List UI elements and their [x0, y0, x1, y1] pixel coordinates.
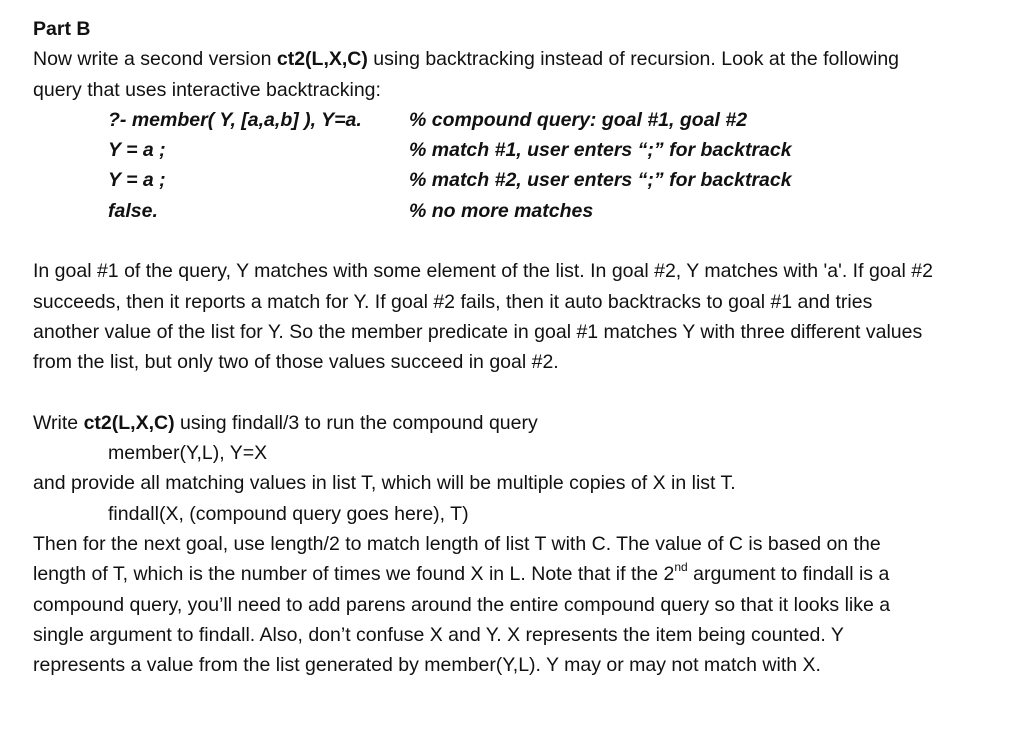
- query-comment: % compound query: goal #1, goal #2: [409, 108, 748, 131]
- query-row: [33, 165, 1018, 195]
- paragraph-line: succeeds, then it reports a match for Y. If goal #2 fails, then it auto backtracks to goal #1 and tries: [33, 290, 873, 313]
- intro-line-2: query that uses interactive backtracking:: [33, 78, 381, 101]
- provide-instruction: and provide all matching values in list T, which will be multiple copies of X in list T.: [33, 472, 736, 495]
- intro-line-1: [33, 44, 1018, 74]
- line-text-pre: length of T, which is the number of times we found X in L. Note that if the 2: [33, 563, 675, 586]
- paragraph-line: In goal #1 of the query, Y matches with some element of the list. In goal #2, Y matches with 'a'. If goal #2: [33, 260, 933, 283]
- query-comment: % match #2, user enters “;” for backtrack: [409, 169, 792, 192]
- line-text-post: argument to findall is a: [687, 563, 890, 586]
- length-paragraph: [33, 529, 1018, 680]
- paragraph-line: Then for the next goal, use length/2 to match length of list T with C. The value of C is based on the: [33, 533, 881, 556]
- paragraph-line: from the list, but only two of those values succeed in goal #2.: [33, 351, 559, 374]
- query-row: [33, 105, 1018, 135]
- query-row: [33, 196, 1018, 226]
- paragraph-line: [33, 559, 1018, 589]
- intro-text-post: using backtracking instead of recursion. Look at the following: [367, 48, 900, 71]
- findall-code: findall(X, (compound query goes here), T): [108, 502, 469, 525]
- section-heading: Part B: [33, 18, 91, 40]
- query-comment: % no more matches: [409, 199, 594, 222]
- predicate-signature: ct2(L,X,C): [276, 48, 368, 71]
- write-text-post: using findall/3 to run the compound query: [174, 411, 538, 434]
- document-body: [33, 14, 1018, 681]
- write-text-pre: Write: [33, 411, 84, 434]
- compound-query-code: member(Y,L), Y=X: [108, 442, 268, 465]
- spacer: [33, 226, 1018, 256]
- spacer: [33, 378, 1018, 408]
- paragraph-line: single argument to findall. Also, don’t confuse X and Y. X represents the item being counted. Y: [33, 623, 844, 646]
- intro-text-pre: Now write a second version: [33, 48, 277, 71]
- query-code: Y = a ;: [108, 139, 166, 162]
- predicate-signature: ct2(L,X,C): [83, 411, 175, 434]
- paragraph-line: represents a value from the list generated by member(Y,L). Y may or may not match with X.: [33, 654, 821, 677]
- ordinal-superscript: nd: [674, 559, 688, 574]
- query-code: false.: [108, 199, 158, 222]
- query-code: Y = a ;: [108, 169, 166, 192]
- query-comment: % match #1, user enters “;” for backtrack: [409, 139, 792, 162]
- explanation-paragraph: [33, 256, 1018, 377]
- query-example: [33, 105, 1018, 226]
- write-instruction: [33, 408, 1018, 438]
- paragraph-line: another value of the list for Y. So the member predicate in goal #1 matches Y with three different values: [33, 320, 923, 343]
- query-code: ?- member( Y, [a,a,b] ), Y=a.: [108, 108, 362, 131]
- query-row: [33, 135, 1018, 165]
- paragraph-line: compound query, you’ll need to add parens around the entire compound query so that it looks like a: [33, 593, 891, 616]
